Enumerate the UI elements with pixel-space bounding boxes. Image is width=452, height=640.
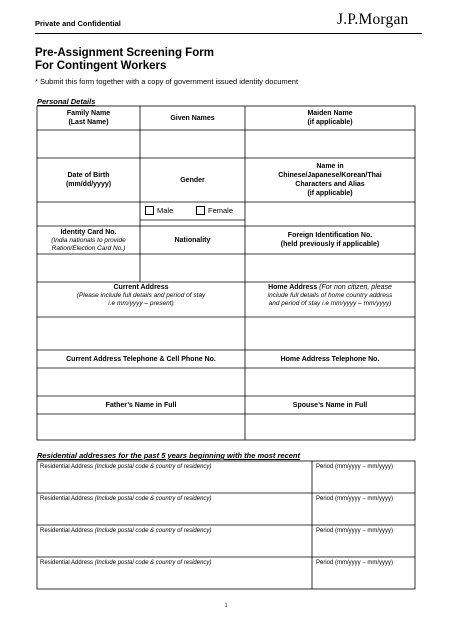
residential-address-input[interactable] [37, 503, 312, 525]
residential-address-label: Residential Address (Include postal code & country of residency) [40, 464, 212, 470]
home-address-input[interactable] [245, 317, 415, 350]
maiden-name-label: Maiden Name (if applicable) [307, 110, 353, 126]
chinese-name-label: Name in Chinese/Japanese/Korean/Thai Characters and Alias (if applicable) [278, 163, 382, 197]
maiden-name-input[interactable] [245, 130, 415, 158]
id-card-input[interactable] [37, 254, 140, 282]
dob-label: Date of Birth (mm/dd/yyyy) [65, 172, 112, 188]
given-names-label: Given Names [170, 114, 215, 122]
female-label: Female [208, 206, 234, 215]
nationality-input[interactable] [140, 254, 245, 282]
page-number: 1 [224, 603, 228, 609]
home-phone-input[interactable] [245, 368, 415, 396]
residential-address-input[interactable] [37, 471, 312, 493]
residential-period-input[interactable] [312, 535, 415, 557]
submission-note: * Submit this form together with a copy of government issued identity document [35, 77, 299, 86]
current-phone-input[interactable] [37, 368, 245, 396]
home-address-label: Home Address (For non citizen, please include full details of home country address and period of stay i.e mm/yyyy – mm/yyyy) [267, 284, 393, 307]
form-title-line1: Pre-Assignment Screening Form [35, 47, 214, 59]
confidentiality-label: Private and Confidential [35, 19, 121, 28]
home-phone-label: Home Address Telephone No. [280, 355, 380, 363]
female-checkbox[interactable] [196, 206, 205, 215]
residential-period-label: Period (mm/yyyy – mm/yyyy) [316, 464, 394, 470]
chinese-name-input[interactable] [245, 202, 415, 226]
residential-address-label: Residential Address (Include postal code & country of residency) [40, 560, 212, 566]
residential-address-input[interactable] [37, 567, 312, 589]
residential-address-input[interactable] [37, 535, 312, 557]
current-address-input[interactable] [37, 317, 245, 350]
residential-period-label: Period (mm/yyyy – mm/yyyy) [316, 560, 394, 566]
nationality-label: Nationality [174, 236, 211, 244]
spouse-name-input[interactable] [245, 414, 415, 440]
foreign-id-input[interactable] [245, 254, 415, 282]
given-names-input[interactable] [140, 130, 245, 158]
male-checkbox[interactable] [145, 206, 154, 215]
residential-period-label: Period (mm/yyyy – mm/yyyy) [316, 496, 394, 502]
personal-details-heading: Personal Details [37, 97, 96, 106]
residential-address-label: Residential Address (Include postal code & country of residency) [40, 496, 212, 502]
residential-period-input[interactable] [312, 567, 415, 589]
current-phone-label: Current Address Telephone & Cell Phone No. [66, 355, 216, 363]
form-title-line2: For Contingent Workers [35, 60, 167, 72]
residential-address-label: Residential Address (Include postal code & country of residency) [40, 528, 212, 534]
spouse-name-label: Spouse’s Name in Full [292, 401, 368, 409]
current-address-label: Current Address (Please include full details and period of stay i.e mm/yyyy – present) [76, 284, 206, 307]
jpmorgan-logo: J.P.Morgan [337, 11, 409, 28]
dob-input[interactable] [37, 202, 140, 226]
family-name-label: Family Name (Last Name) [66, 110, 111, 126]
father-name-input[interactable] [37, 414, 245, 440]
male-label: Male [157, 206, 174, 215]
gender-label: Gender [180, 176, 205, 184]
residential-period-input[interactable] [312, 503, 415, 525]
family-name-input[interactable] [37, 130, 140, 158]
residential-period-label: Period (mm/yyyy – mm/yyyy) [316, 528, 394, 534]
id-card-label: Identity Card No. (India nationals to provide Ration/Election Card No.) [51, 228, 126, 252]
father-name-label: Father’s Name in Full [105, 401, 177, 409]
residential-period-input[interactable] [312, 471, 415, 493]
residential-heading: Residential addresses for the past 5 years beginning with the most recent [37, 451, 300, 460]
foreign-id-label: Foreign Identification No. (held previously if applicable) [280, 232, 380, 248]
